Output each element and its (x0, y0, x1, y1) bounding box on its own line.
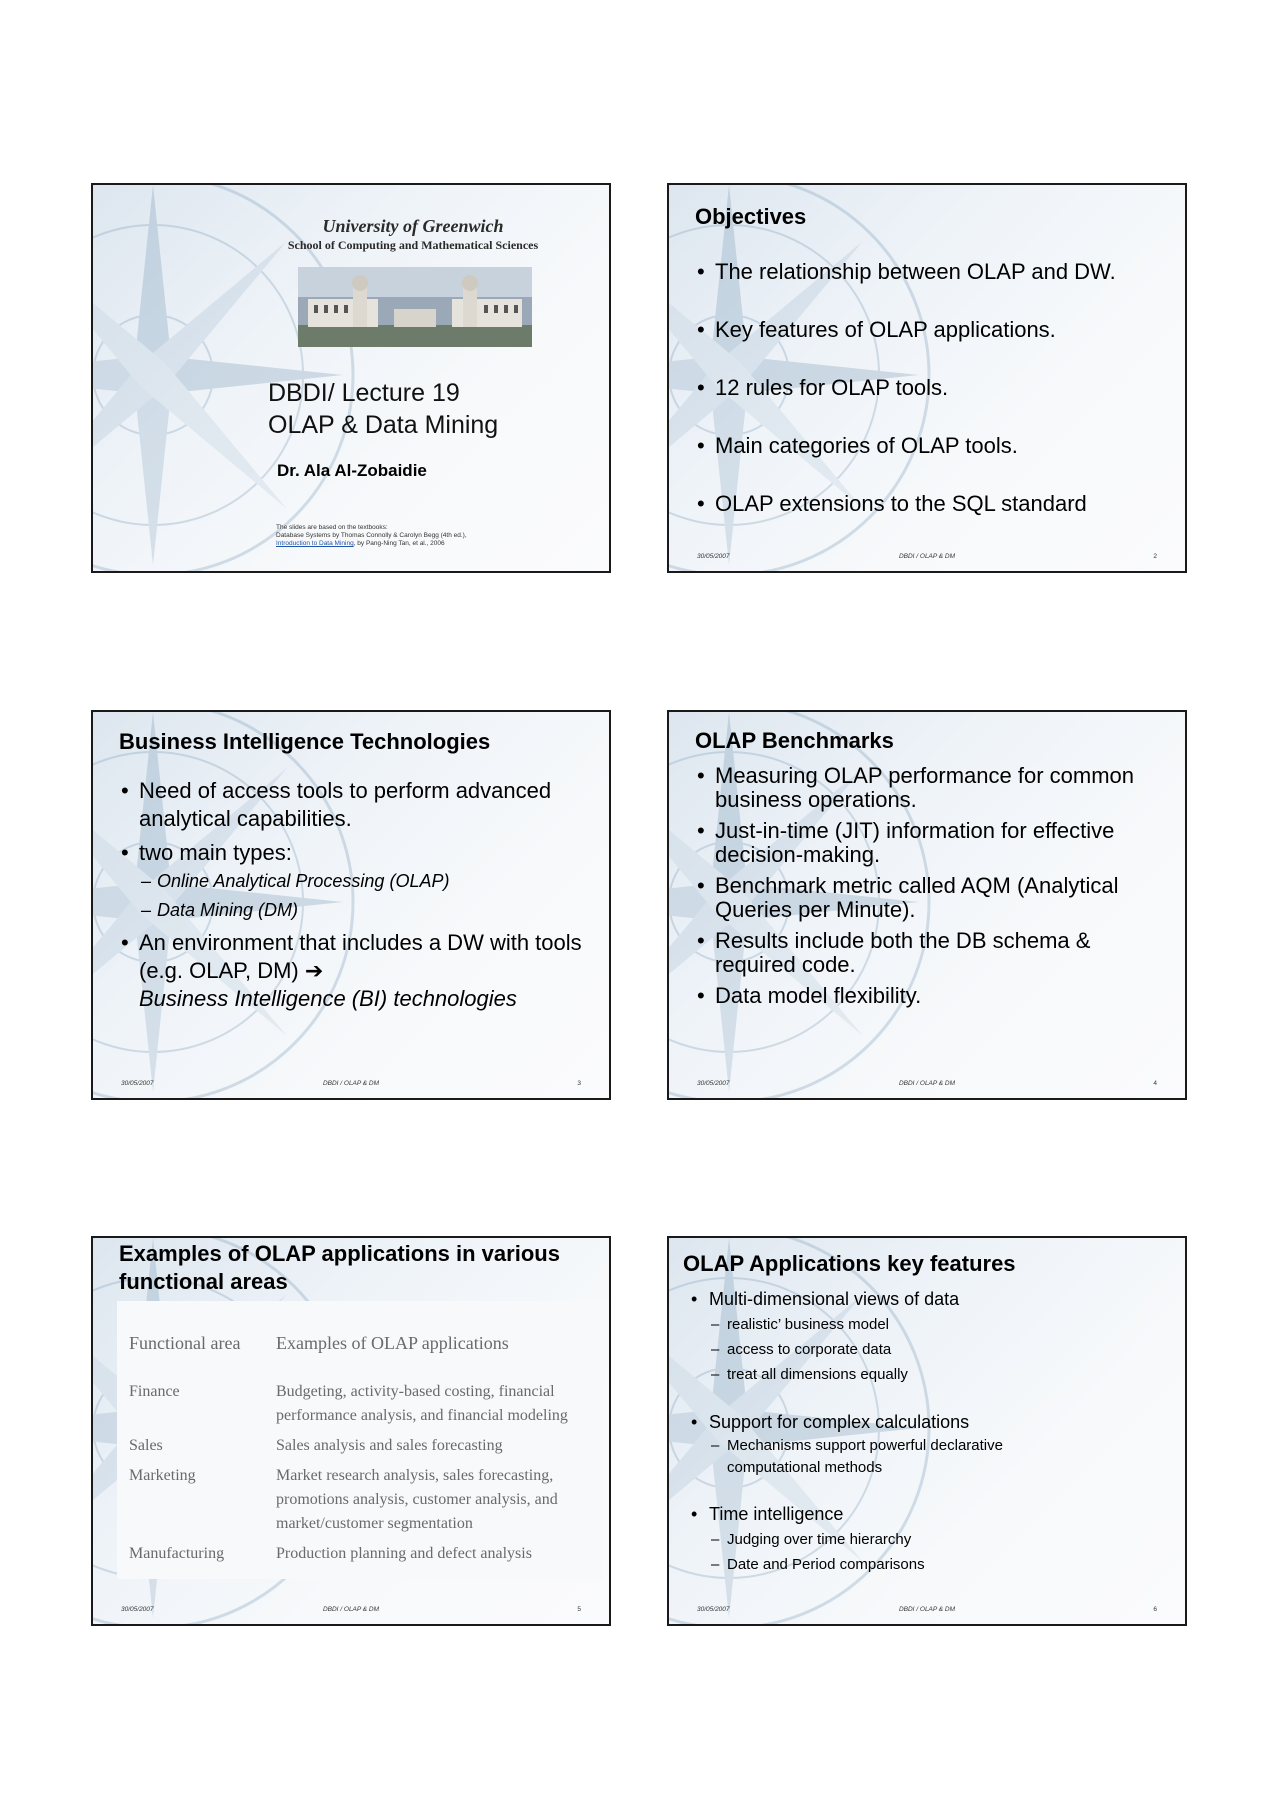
list-item: • Just-in-time (JIT) information for effective decision-making. (695, 819, 1165, 867)
list-item: • Main categories of OLAP tools. (695, 432, 1175, 460)
slide-footer: 30/05/2007 DBDI / OLAP & DM 3 (121, 1080, 581, 1087)
table-header: Functional area Examples of OLAP applications (129, 1333, 509, 1353)
slide-footer: 30/05/2007 DBDI / OLAP & DM 2 (697, 553, 1157, 560)
slide-3 (91, 710, 611, 1100)
sub-item: – Mechanisms support powerful declarative computational methods (711, 1435, 1051, 1479)
list-item: • two main types: – Online Analytical Processing (OLAP) – Data Mining (DM) (119, 839, 589, 925)
bi-list (119, 777, 589, 1013)
list-item: • Time intelligence – Judging over time hierarchy – Date and Period comparisons (689, 1501, 1169, 1577)
table-row: Manufacturing Production planning and defect analysis (129, 1545, 532, 1562)
list-item: • Results include both the DB schema & required code. (695, 929, 1165, 977)
sub-item: – Date and Period comparisons (711, 1552, 1169, 1577)
lecture-title: DBDI/ Lecture 19 OLAP & Data Mining (268, 379, 499, 439)
list-item: • OLAP extensions to the SQL standard (695, 490, 1175, 518)
slide-number: 4 (1153, 1080, 1157, 1087)
sub-item: – treat all dimensions equally (711, 1362, 1169, 1387)
textbook-link[interactable]: Introduction to Data Mining (276, 540, 354, 547)
slide-title: Business Intelligence Technologies (119, 729, 491, 754)
slide-number: 3 (577, 1080, 581, 1087)
textbook-note: The slides are based on the textbooks: Database Systems by Thomas Connolly & Carolyn Begg (4th ed.), Introduction to Data Mining, by Pang-Ning Tan, et al., 2006 (276, 524, 467, 547)
slide-2 (667, 183, 1187, 573)
list-item: • Measuring OLAP performance for common business operations. (695, 764, 1165, 812)
sub-item: – Online Analytical Processing (OLAP) (141, 867, 589, 896)
campus-photo (298, 267, 532, 347)
list-item: • An environment that includes a DW with tools (e.g. OLAP, DM) ➔ Business Intelligence (BI) technologies (119, 929, 589, 1013)
list-item: • Multi-dimensional views of data – realistic’ business model – access to corporate data – treat all dimensions equally (689, 1286, 1169, 1387)
sub-item: – Judging over time hierarchy (711, 1527, 1169, 1552)
list-item: • The relationship between OLAP and DW. (695, 258, 1175, 286)
features-list (689, 1286, 1169, 1577)
olap-applications-table (117, 1301, 603, 1579)
slide-title: Objectives (695, 204, 807, 229)
school-name: School of Computing and Mathematical Sciences (287, 238, 539, 252)
sub-item: – access to corporate data (711, 1337, 1169, 1362)
slide-1 (91, 183, 611, 573)
slide-title: Examples of OLAP applications in various functional areas (119, 1241, 560, 1294)
table-row: Marketing Market research analysis, sales forecasting, promotions analysis, customer analysis, and market/customer segmentation (129, 1467, 558, 1532)
arrow-icon: ➔ (304, 958, 324, 983)
list-item: • 12 rules for OLAP tools. (695, 374, 1175, 402)
sub-item: – realistic’ business model (711, 1312, 1169, 1337)
university-header (263, 216, 563, 253)
slide-footer: 30/05/2007 DBDI / OLAP & DM 5 (121, 1606, 581, 1613)
sub-item: – Data Mining (DM) (141, 896, 589, 925)
university-name: University of Greenwich (322, 216, 504, 236)
list-item: • Data model flexibility. (695, 984, 1165, 1008)
benchmarks-list (695, 764, 1165, 1008)
list-item: • Support for complex calculations – Mechanisms support powerful declarative computational methods (689, 1409, 1169, 1479)
slide-number: 2 (1153, 553, 1157, 560)
list-item: • Need of access tools to perform advanced analytical capabilities. (119, 777, 589, 833)
slide-title: OLAP Applications key features (683, 1251, 1016, 1276)
slide-6 (667, 1236, 1187, 1626)
slide-number: 5 (577, 1606, 581, 1613)
slide-4 (667, 710, 1187, 1100)
slide-footer: 30/05/2007 DBDI / OLAP & DM 4 (697, 1080, 1157, 1087)
slide-title: OLAP Benchmarks (695, 728, 894, 753)
table-row: Finance Budgeting, activity-based costing, financial performance analysis, and financial modeling (129, 1383, 568, 1424)
list-item: • Benchmark metric called AQM (Analytical Queries per Minute). (695, 874, 1165, 922)
objectives-list (695, 258, 1175, 518)
slide-5 (91, 1236, 611, 1626)
slide-number: 6 (1153, 1606, 1157, 1613)
slide-footer: 30/05/2007 DBDI / OLAP & DM 6 (697, 1606, 1157, 1613)
table-row: Sales Sales analysis and sales forecasting (129, 1437, 503, 1454)
list-item: • Key features of OLAP applications. (695, 316, 1175, 344)
author: Dr. Ala Al-Zobaidie (277, 461, 427, 480)
